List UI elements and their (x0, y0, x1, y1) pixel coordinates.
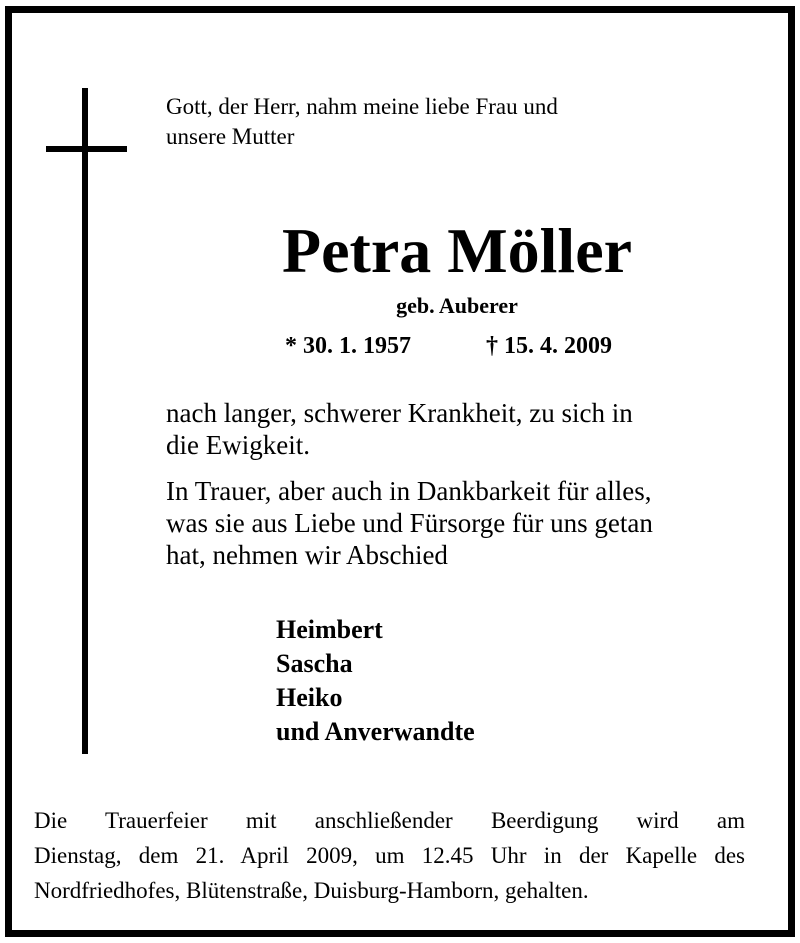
notice-line: Dienstag, dem 21. April 2009, um 12.45 Uhr in der Kapelle des (34, 843, 745, 868)
maiden-name: geb. Auberer (396, 293, 518, 318)
text-line: In Trauer, aber auch in Dankbarkeit für alles, (166, 476, 652, 506)
mourner-name: Heimbert (276, 615, 383, 644)
intro-text (166, 92, 558, 152)
cross-bar (46, 146, 127, 152)
text-line: nach langer, schwerer Krankheit, zu sich in (166, 398, 633, 428)
intro-line: Gott, der Herr, nahm meine liebe Frau und (166, 94, 558, 119)
birth-date: * 30. 1. 1957 (285, 333, 411, 359)
cross-icon (82, 88, 88, 754)
text-line: die Ewigkeit. (166, 430, 310, 460)
mourner-name: Sascha (276, 649, 353, 678)
mourner-name: Heiko (276, 683, 343, 712)
text-line: was sie aus Liebe und Fürsorge für uns getan (166, 508, 653, 538)
mourners-list (276, 613, 475, 749)
funeral-notice (34, 803, 745, 908)
intro-line: unsere Mutter (166, 124, 295, 149)
notice-line: Nordfriedhofes, Blütenstraße, Duisburg-Hamborn, gehalten. (34, 878, 589, 903)
death-date: † 15. 4. 2009 (486, 333, 612, 359)
text-line: hat, nehmen wir Abschied (166, 540, 448, 570)
mourner-name: und Anverwandte (276, 717, 475, 746)
text-paragraph-2 (166, 475, 653, 571)
notice-line: Die Trauerfeier mit anschließender Beerdigung wird am (34, 808, 745, 833)
deceased-name: Petra Möller (282, 215, 632, 286)
text-paragraph-1 (166, 397, 633, 461)
